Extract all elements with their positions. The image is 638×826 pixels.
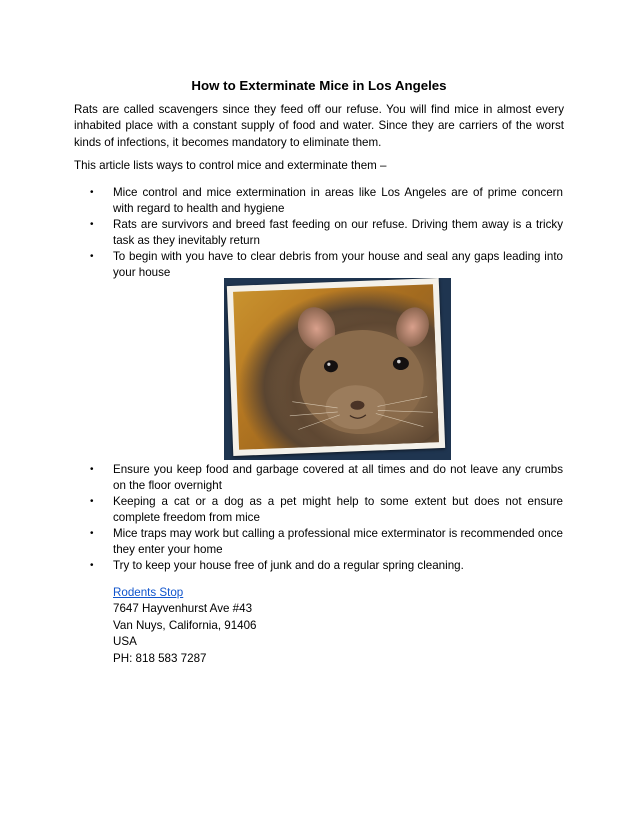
list-item [0, 526, 638, 558]
bullet-icon: • [90, 187, 94, 198]
country: USA [113, 635, 137, 649]
phone-number: PH: 818 583 7287 [113, 651, 207, 665]
bullet-icon: • [90, 251, 94, 262]
address-line-1: 7647 Hayvenhurst Ave #43 [113, 602, 253, 616]
bullet-list-bottom [0, 462, 638, 574]
rat-photo-icon [233, 284, 439, 450]
page-title: How to Exterminate Mice in Los Angeles [191, 78, 447, 93]
list-item [0, 185, 638, 217]
intro-paragraph: Rats are called scavengers since they feed off our refuse. You will find mice in almost every inhabited place with a constant supply of food and water. Since they are carriers of the worst kinds of infections, it becomes mandatory to eliminate them. [74, 103, 564, 149]
list-item-text: Mice control and mice extermination in areas like Los Angeles are of prime concern with regard to health and hygiene [113, 186, 563, 216]
list-item-text: To begin with you have to clear debris from your house and seal any gaps leading into your house [113, 250, 563, 280]
photo-frame [227, 278, 445, 456]
bullet-icon: • [90, 219, 94, 230]
bullet-icon: • [90, 560, 94, 571]
address-line-2: Van Nuys, California, 91406 [113, 618, 257, 632]
list-item-text: Keeping a cat or a dog as a pet might help to some extent but does not ensure complete freedom from mice [113, 495, 563, 525]
lead-paragraph: This article lists ways to control mice and exterminate them – [74, 159, 387, 172]
list-item [0, 462, 638, 494]
bullet-icon: • [90, 464, 94, 475]
list-item [0, 558, 638, 574]
list-item [0, 494, 638, 526]
bullet-list-top [0, 185, 638, 281]
bullet-icon: • [90, 496, 94, 507]
list-item-text: Mice traps may work but calling a professional mice exterminator is recommended once they enter your home [113, 527, 563, 557]
bullet-icon: • [90, 528, 94, 539]
company-link[interactable]: Rodents Stop [113, 586, 184, 599]
list-item-text: Rats are survivors and breed fast feeding on our refuse. Driving them away is a tricky task as they inevitably return [113, 218, 563, 248]
list-item [0, 249, 638, 281]
rat-photo-figure [224, 278, 451, 460]
contact-block [113, 585, 257, 667]
list-item-text: Try to keep your house free of junk and do a regular spring cleaning. [113, 559, 464, 572]
rat-illustration [233, 284, 439, 450]
list-item-text: Ensure you keep food and garbage covered at all times and do not leave any crumbs on the floor overnight [113, 463, 563, 493]
list-item [0, 217, 638, 249]
